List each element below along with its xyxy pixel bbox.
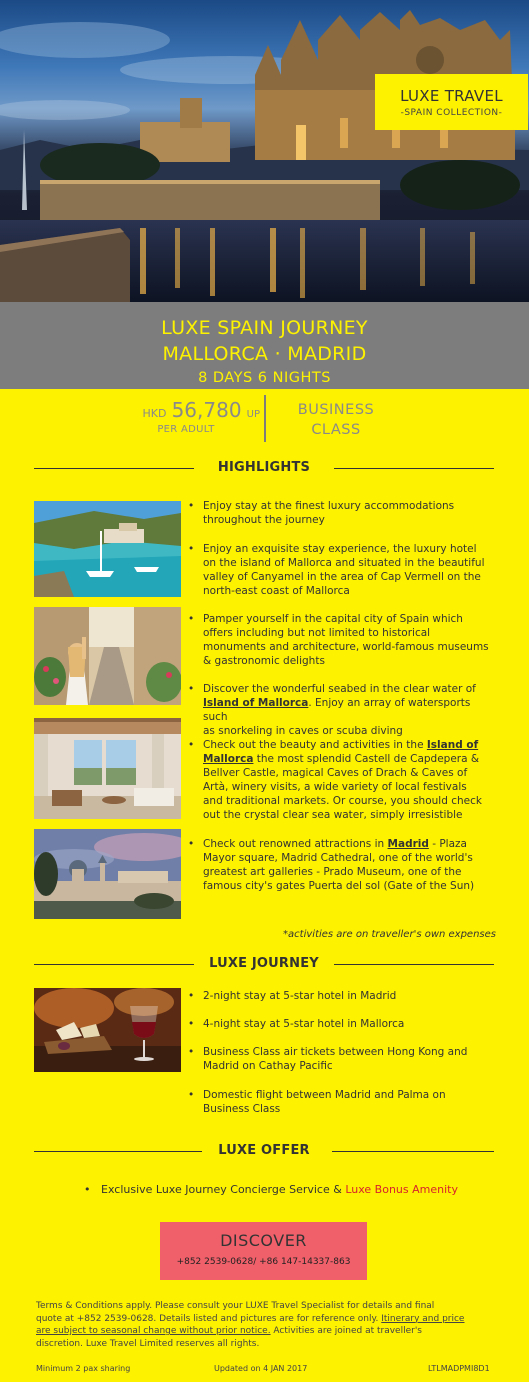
headline-line3: 8 DAYS 6 NIGHTS xyxy=(198,370,331,386)
highlight-line: north-east coast of Mallorca xyxy=(203,585,350,597)
offer-item xyxy=(84,1183,458,1196)
highlight-line: on the island of Mallorca and situated in the beautiful xyxy=(203,557,485,569)
journey-line: 4-night stay at 5-star hotel in Mallorca xyxy=(203,1018,405,1030)
bullet-dot: • xyxy=(188,739,195,751)
journey-line: 2-night stay at 5-star hotel in Madrid xyxy=(203,990,397,1002)
photo-madrid xyxy=(34,829,181,919)
highlight-line xyxy=(203,837,474,851)
bullet-dot: • xyxy=(188,1046,195,1058)
price-per: PER ADULT xyxy=(157,424,215,435)
price-block xyxy=(100,398,260,435)
highlight-text: . Enjoy an array of watersports such xyxy=(203,697,471,723)
class-line2: CLASS xyxy=(311,422,361,438)
journey-line: Business Class xyxy=(203,1103,281,1115)
hero-image xyxy=(0,0,529,302)
highlight-line xyxy=(203,752,482,766)
bullet-dot: • xyxy=(188,1089,195,1101)
highlight-line: Pamper yourself in the capital city of Spain which xyxy=(203,613,463,625)
highlight-line xyxy=(203,738,482,752)
offer-title: LUXE OFFER xyxy=(218,1143,310,1158)
class-block xyxy=(288,400,384,440)
bullet-dot: • xyxy=(188,500,195,512)
headline-line2: MALLORCA · MADRID xyxy=(162,343,367,365)
price-suffix: UP xyxy=(246,409,260,420)
journey-line: Domestic flight between Madrid and Palma on xyxy=(203,1089,446,1101)
offer-highlight: Luxe Bonus Amenity xyxy=(345,1183,458,1196)
class-line1: BUSINESS xyxy=(297,402,375,418)
discover-button[interactable] xyxy=(160,1222,367,1280)
activities-note: *activities are on traveller's own expenses xyxy=(283,929,496,940)
terms-text-span: Activities are joined at traveller's xyxy=(270,1326,422,1336)
highlight-line: & gastronomic delights xyxy=(203,655,325,667)
price-currency: HKD xyxy=(142,407,167,420)
highlight-line: as snorkeling in caves or scuba diving xyxy=(203,725,403,737)
highlight-text: the most splendid Castell de Capdepera & xyxy=(253,753,480,765)
brand-title: LUXE TRAVEL xyxy=(400,87,503,105)
highlight-text: - Plaza xyxy=(428,838,467,850)
brand-subtitle: -SPAIN COLLECTION- xyxy=(400,108,503,118)
contact-phones: +852 2539-0628/ +86 147-14337-863 xyxy=(176,1257,351,1267)
terms-line: discretion. Luxe Travel Limited reserves all rights. xyxy=(36,1338,260,1349)
link-island-of-mallorca[interactable]: Island of Mallorca xyxy=(203,697,309,709)
photo-terrace xyxy=(34,718,181,819)
link-madrid[interactable]: Madrid xyxy=(387,838,429,850)
highlight-line xyxy=(203,696,498,724)
highlight-line: out the crystal clear sea water, simply irresistible xyxy=(203,809,463,821)
bullet-dot: • xyxy=(188,1018,195,1030)
price-divider xyxy=(264,395,266,442)
highlight-line: and traditional markets. Or course, you should check xyxy=(203,795,482,807)
footer-right: LTLMADPMI8D1 xyxy=(428,1364,490,1373)
highlight-text: Check out the beauty and activities in the xyxy=(203,739,424,751)
highlight-line: monuments and architecture, world-famous museums xyxy=(203,641,489,653)
highlight-line: Bellver Castle, magical Caves of Drach & Caves of xyxy=(203,767,468,779)
bullet-dot: • xyxy=(188,683,195,695)
photo-street xyxy=(34,607,181,705)
bullet-dot: • xyxy=(84,1183,91,1196)
offer-text: Exclusive Luxe Journey Concierge Service & xyxy=(101,1183,346,1196)
highlight-line: famous city's gates Puerta del sol (Gate of the Sun) xyxy=(203,880,475,892)
discover-label: DISCOVER xyxy=(220,1231,307,1250)
link-mallorca[interactable]: Mallorca xyxy=(203,753,254,765)
highlight-text: Check out renowned attractions in xyxy=(203,838,388,850)
offer-header xyxy=(34,1143,494,1159)
bullet-dot: • xyxy=(188,838,195,850)
terms-line xyxy=(36,1313,494,1326)
highlight-line: throughout the journey xyxy=(203,514,325,526)
journey-line: Business Class air tickets between Hong Kong and xyxy=(203,1046,468,1058)
journey-line: Madrid on Cathay Pacific xyxy=(203,1060,333,1072)
terms-text-span: quote at +852 2539-0628. Details listed and pictures are for reference only. xyxy=(36,1313,382,1324)
highlight-line: Enjoy an exquisite stay experience, the luxury hotel xyxy=(203,543,477,555)
bullet-dot: • xyxy=(188,543,195,555)
photo-cove xyxy=(34,501,181,597)
bullet-dot: • xyxy=(188,990,195,1002)
terms-line: Terms & Conditions apply. Please consult your LUXE Travel Specialist for details and final xyxy=(36,1301,435,1311)
highlight-line: offers including but not limited to historical xyxy=(203,627,431,639)
highlight-line: Discover the wonderful seabed in the clear water of xyxy=(203,683,476,695)
title-band xyxy=(0,302,529,389)
link-island-of[interactable]: Island of xyxy=(426,739,479,751)
highlight-line: valley of Canyamel in the area of Cap Vermell on the xyxy=(203,571,481,583)
footer-center: Updated on 4 JAN 2017 xyxy=(214,1364,308,1373)
journey-title: LUXE JOURNEY xyxy=(209,956,319,971)
terms-text xyxy=(36,1300,494,1350)
brand-box xyxy=(375,74,528,130)
terms-line xyxy=(36,1325,494,1338)
price-amount: 56,780 xyxy=(171,398,242,422)
highlights-title: HIGHLIGHTS xyxy=(217,460,311,475)
highlight-line: Enjoy stay at the finest luxury accommodations xyxy=(203,500,455,512)
highlight-line: Mayor square, Madrid Cathedral, one of the world's xyxy=(203,852,473,864)
journey-header xyxy=(34,956,494,972)
photo-wine xyxy=(34,988,181,1072)
footer-left: Minimum 2 pax sharing xyxy=(36,1364,131,1373)
headline-line1: LUXE SPAIN JOURNEY xyxy=(161,317,368,339)
highlight-line: Artà, winery visits, a wide variety of local festivals xyxy=(203,781,467,793)
price-row xyxy=(100,398,260,422)
terms-underlined: Itinerary and price xyxy=(381,1313,465,1324)
terms-underlined: are subject to seasonal change without prior notice. xyxy=(36,1326,271,1336)
bullet-dot: • xyxy=(188,613,195,625)
highlights-header xyxy=(34,460,494,476)
cathedral-photo xyxy=(0,0,529,302)
highlight-line: greatest art galleries - Prado Museum, one of the xyxy=(203,866,462,878)
